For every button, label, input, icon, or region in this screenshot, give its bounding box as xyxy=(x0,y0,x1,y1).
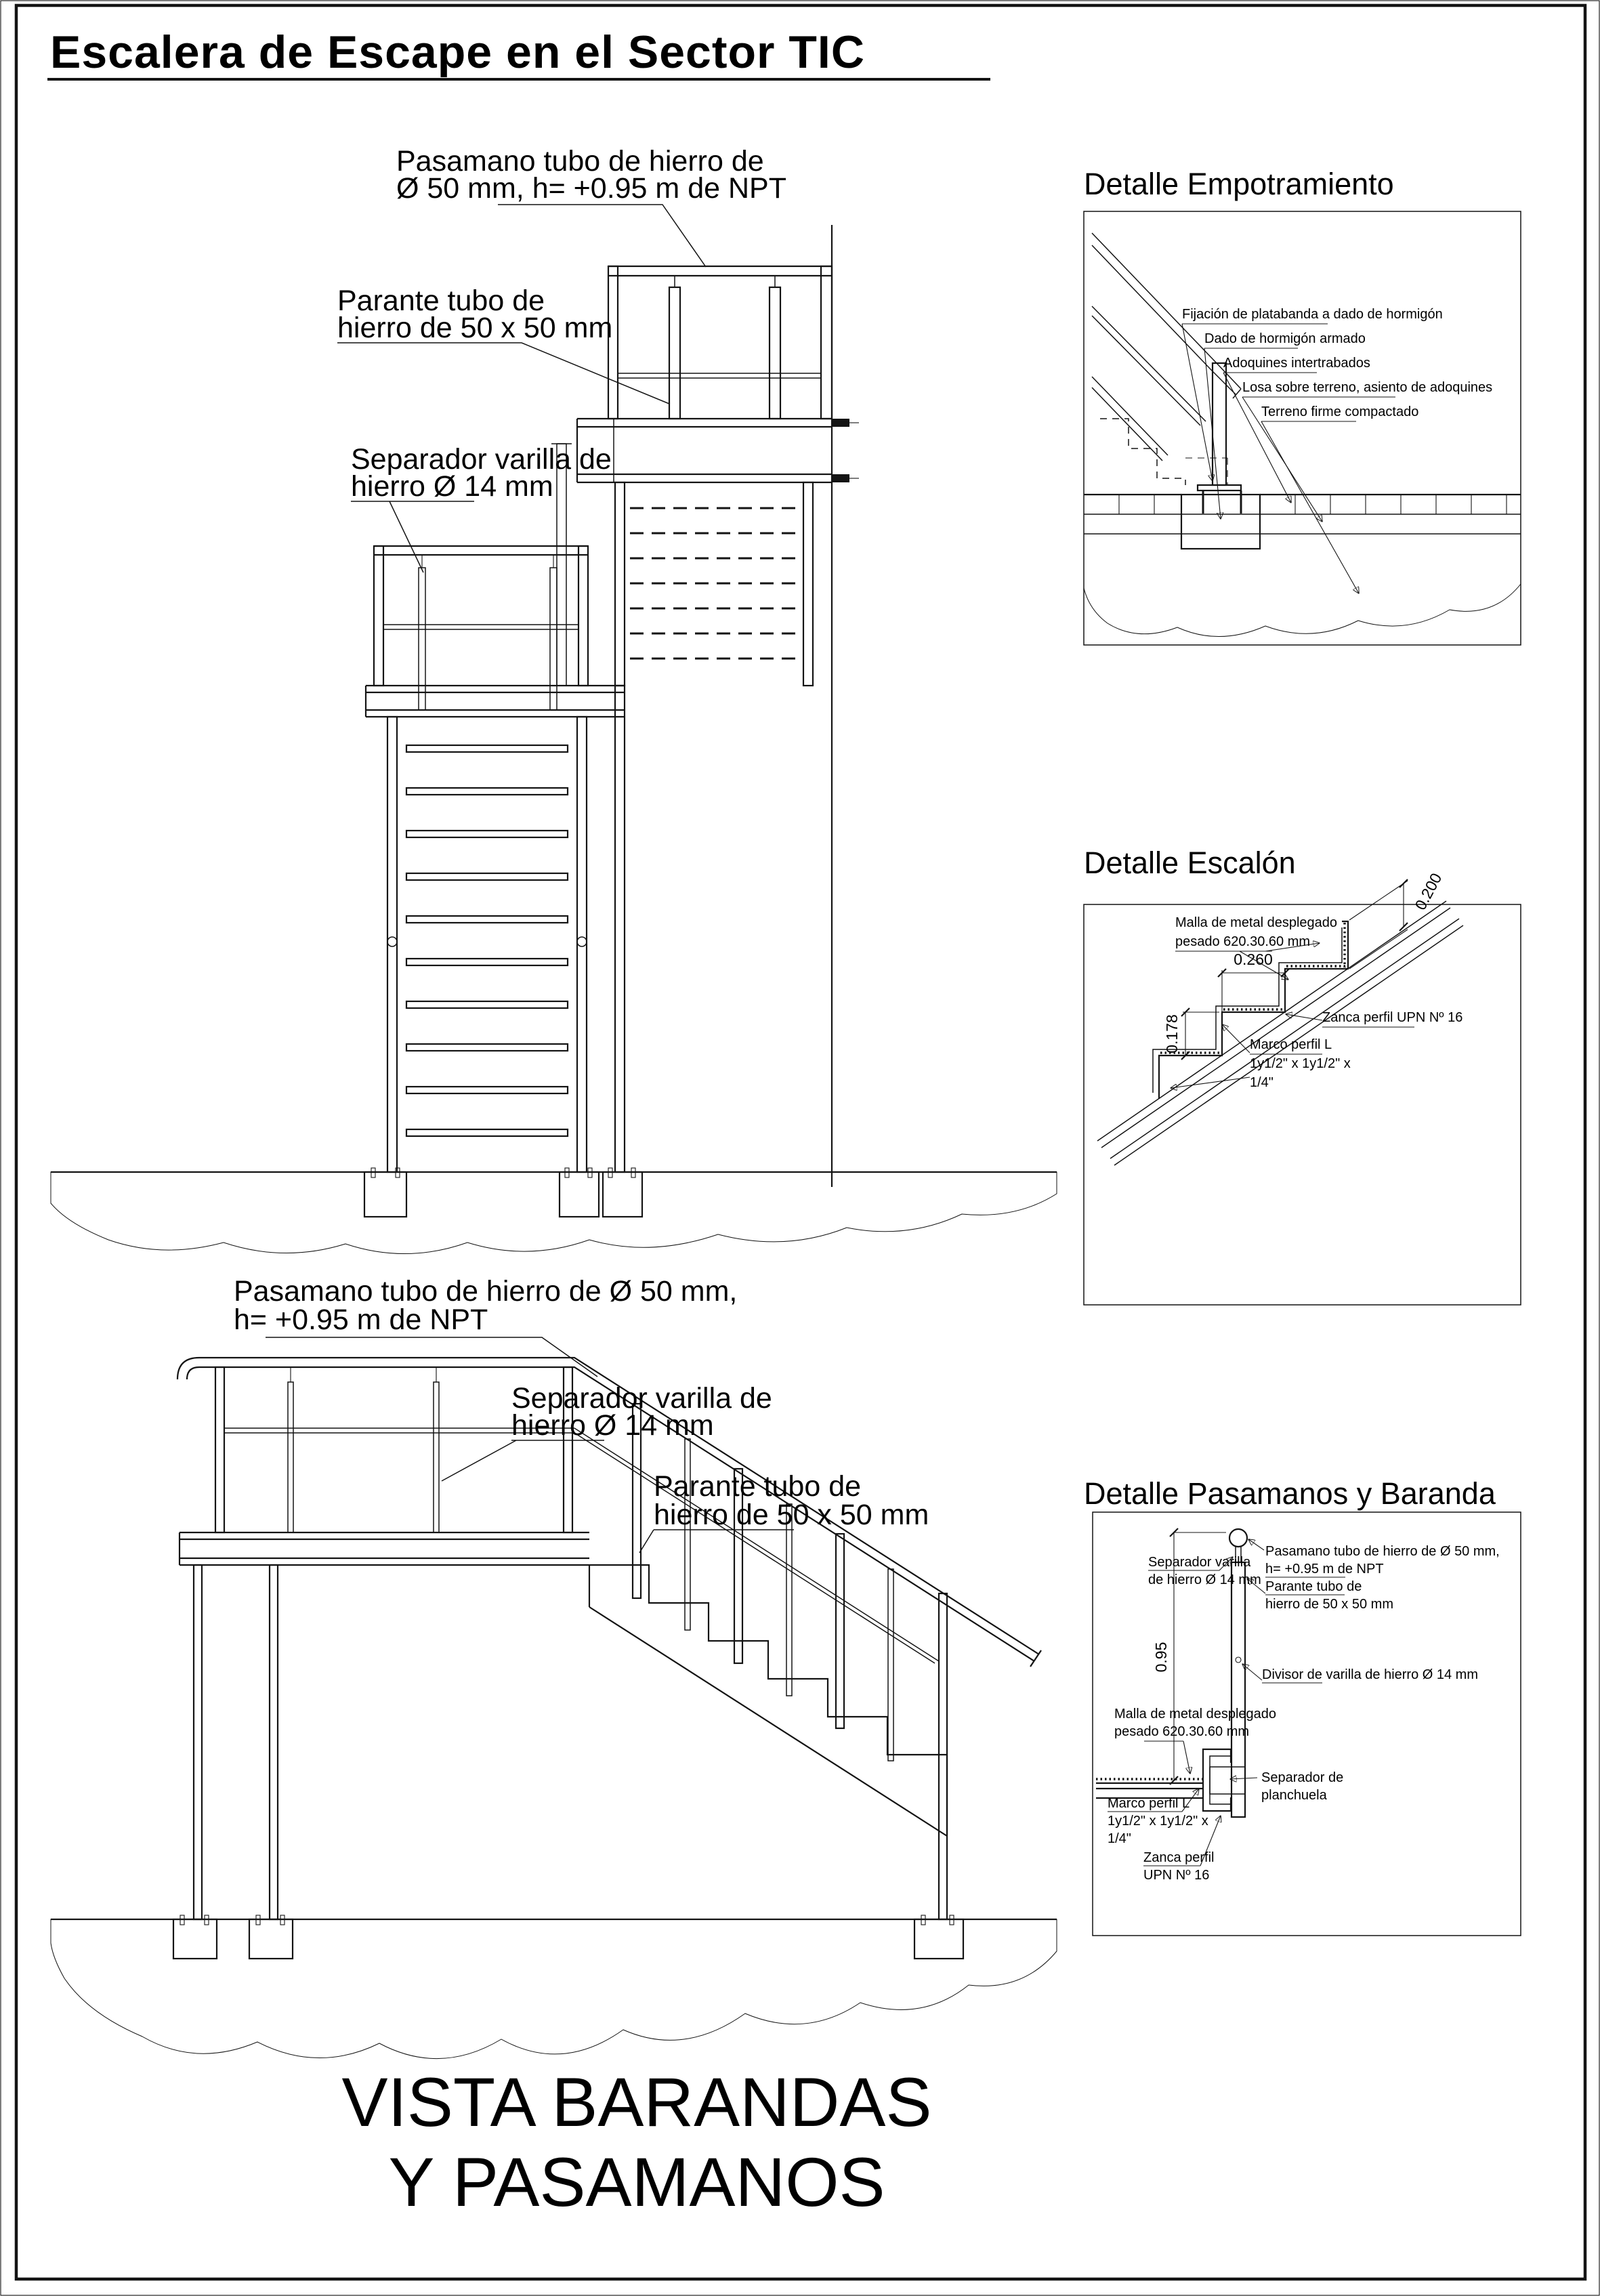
detail-escalon xyxy=(1084,846,1521,1305)
view-caption xyxy=(341,2064,931,2221)
label-separador-line1: Separador varilla de xyxy=(351,443,612,476)
label-separador-line2: de hierro Ø 14 mm xyxy=(1148,1572,1261,1587)
footing xyxy=(249,1915,293,1959)
upper-flight-front xyxy=(551,444,813,686)
upn-channel xyxy=(1203,1749,1231,1811)
leader-parante xyxy=(639,1530,654,1553)
detail-empotramiento xyxy=(1084,167,1521,645)
handrail-section xyxy=(1229,1529,1247,1547)
label-separador-line2: hierro Ø 14 mm xyxy=(511,1409,714,1442)
dim-mesh: 0.200 xyxy=(1411,870,1446,913)
label-parante-line1: Parante tubo de xyxy=(337,285,545,317)
label-pasamano-line2: h= +0.95 m de NPT xyxy=(1265,1562,1384,1577)
label-separador-line1: Separador varilla de xyxy=(511,1382,772,1415)
label-adoquines: Adoquines intertrabados xyxy=(1223,356,1370,371)
main-ground xyxy=(51,1168,1057,1254)
baranda-annotations xyxy=(1108,1539,1500,1883)
upper-landing-platform xyxy=(577,419,859,482)
label-parante-line1: Parante tubo de xyxy=(1265,1579,1362,1594)
wall-anchor-bolt xyxy=(832,419,849,427)
main-elevation xyxy=(51,145,1057,1254)
slope-mid-rail xyxy=(574,1428,939,1663)
bottom-ground xyxy=(51,1915,1057,2059)
label-zanca-line2: UPN Nº 16 xyxy=(1143,1868,1210,1883)
caption-line1: VISTA BARANDAS xyxy=(341,2064,932,2141)
label-marco-line1: Marco perfil L xyxy=(1250,1037,1332,1052)
escalon-dimensions xyxy=(1163,870,1445,1060)
label-fijacion: Fijación de platabanda a dado de hormigón xyxy=(1182,307,1443,322)
railing-section xyxy=(1092,233,1241,514)
lower-flight-front xyxy=(387,686,625,1172)
label-planchuela-line2: planchuela xyxy=(1261,1788,1327,1803)
escalon-annotations xyxy=(1171,915,1462,1090)
dim-height: 0.95 xyxy=(1152,1642,1170,1673)
label-marco-line1: Marco perfil L xyxy=(1108,1796,1190,1811)
page-header xyxy=(47,26,990,79)
label-parante-line2: hierro de 50 x 50 mm xyxy=(1265,1597,1393,1612)
label-terreno: Terreno firme compactado xyxy=(1261,404,1419,419)
label-marco-line2: 1y1/2" x 1y1/2" x xyxy=(1108,1814,1208,1829)
label-pasamano-line1: Pasamano tubo de hierro de Ø 50 mm, xyxy=(1265,1544,1500,1559)
ground-build-up xyxy=(1084,495,1521,637)
label-separador-line1: Separador varilla xyxy=(1148,1555,1251,1570)
post-section xyxy=(1213,363,1226,485)
label-pasamano-line1: Pasamano tubo de hierro de Ø 50 mm, xyxy=(234,1275,738,1308)
detail-title: Detalle Empotramiento xyxy=(1084,167,1394,201)
divisor-node xyxy=(1236,1657,1241,1663)
planchuela xyxy=(1210,1767,1245,1794)
label-parante-line2: hierro de 50 x 50 mm xyxy=(654,1499,929,1531)
label-pasamano-line1: Pasamano tubo de hierro de xyxy=(396,145,764,178)
label-separador-line2: hierro Ø 14 mm xyxy=(351,470,553,503)
label-malla-line1: Malla de metal desplegado xyxy=(1114,1707,1277,1721)
detail-title: Detalle Pasamanos y Baranda xyxy=(1084,1476,1496,1511)
label-pasamano-line2: h= +0.95 m de NPT xyxy=(234,1303,488,1336)
detail-baranda xyxy=(1084,1476,1521,1936)
dim-tread: 0.260 xyxy=(1234,951,1273,968)
label-dado: Dado de hormigón armado xyxy=(1204,331,1366,346)
landing-platform xyxy=(180,1532,589,1565)
wall-anchor-bolt xyxy=(832,474,849,482)
label-planchuela-line1: Separador de xyxy=(1261,1770,1344,1785)
label-zanca: Zanca perfil UPN Nº 16 xyxy=(1322,1010,1463,1025)
label-malla-line1: Malla de metal desplegado xyxy=(1175,915,1338,930)
leader-separador xyxy=(442,1440,516,1481)
label-marco-line3: 1/4" xyxy=(1108,1831,1131,1846)
page-title: Escalera de Escape en el Sector TIC xyxy=(50,26,865,78)
label-parante-line1: Parante tubo de xyxy=(654,1470,862,1503)
bottom-annotations xyxy=(234,1275,929,1553)
label-marco-line2: 1y1/2" x 1y1/2" x xyxy=(1250,1056,1351,1071)
label-malla-line2: pesado 620.30.60 mm xyxy=(1114,1724,1250,1739)
empotramiento-annotations xyxy=(1182,307,1492,593)
label-pasamano-line2: Ø 50 mm, h= +0.95 m de NPT xyxy=(396,172,786,205)
leader-separador xyxy=(390,501,423,572)
footing xyxy=(173,1915,217,1959)
upper-landing-railing xyxy=(608,266,832,419)
label-divisor: Divisor de varilla de hierro Ø 14 mm xyxy=(1262,1667,1478,1682)
footing xyxy=(603,1168,642,1217)
label-malla-line2: pesado 620.30.60 mm xyxy=(1175,934,1311,949)
footing xyxy=(560,1168,599,1217)
footing xyxy=(914,1915,963,1959)
mid-landing-platform xyxy=(366,686,625,717)
caption-line2: Y PASAMANOS xyxy=(388,2144,885,2221)
base-plate xyxy=(1198,485,1241,490)
label-losa: Losa sobre terreno, asiento de adoquines xyxy=(1242,380,1493,395)
detail-frame xyxy=(1084,211,1521,645)
footing xyxy=(364,1168,406,1217)
label-zanca-line1: Zanca perfil xyxy=(1143,1850,1215,1865)
label-parante-line2: hierro de 50 x 50 mm xyxy=(337,312,613,344)
concrete-dado xyxy=(1181,495,1260,549)
detail-title: Detalle Escalón xyxy=(1084,846,1296,880)
bottom-elevation xyxy=(51,1275,1057,2221)
leader-pasamano xyxy=(498,205,706,267)
label-marco-line3: 1/4" xyxy=(1250,1075,1273,1090)
dim-riser: 0.178 xyxy=(1163,1014,1181,1053)
